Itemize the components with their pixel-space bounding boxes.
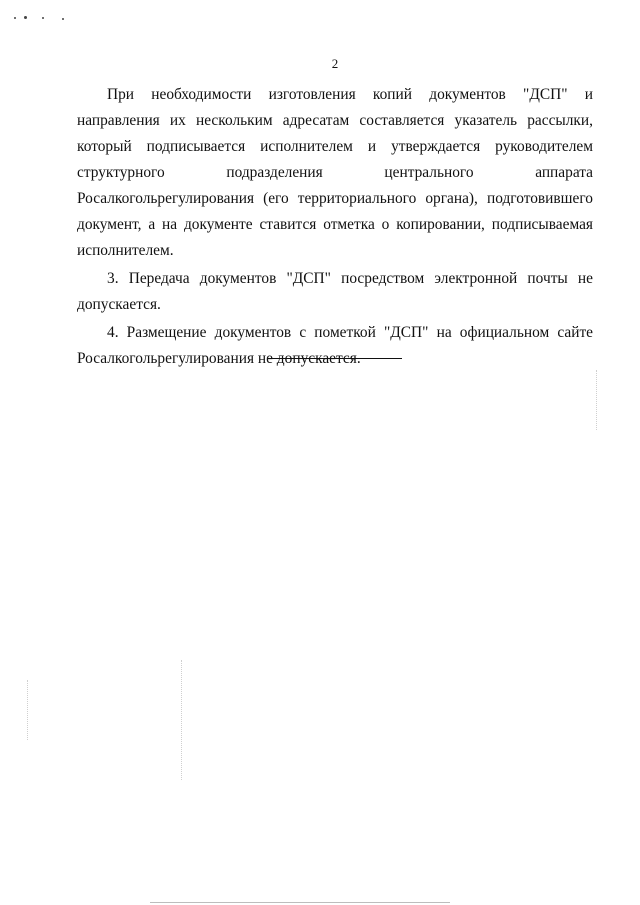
paragraph-item-4: 4. Размещение документов с пометкой "ДСП" на официальном сайте Росалкогольрегулирования не допускается. <box>77 324 593 367</box>
scan-speck <box>24 16 27 19</box>
scan-artifact-line <box>596 370 597 430</box>
document-body <box>77 82 593 374</box>
scan-artifact-line <box>181 660 182 780</box>
paragraph-item-3: 3. Передача документов "ДСП" посредством электронной почты не допускается. <box>77 270 593 313</box>
scan-speck <box>14 17 16 19</box>
scan-speck <box>62 18 64 20</box>
paragraph-copies: При необходимости изготовления копий документов "ДСП" и направления их нескольким адресатам составляется указатель рассылки, который подписывается исполнителем и утверждается руководителем структурного подразделения центрального аппарата Росалкогольрегулирования (его территориального органа), подготовившего документ, а на документе ставится отметка о копировании, подписываемая исполнителем. <box>77 86 593 259</box>
scan-speck <box>42 17 44 19</box>
scan-artifact-line <box>150 902 450 903</box>
scan-artifact-line <box>27 680 28 740</box>
page-number: 2 <box>331 56 339 71</box>
end-divider <box>268 358 402 359</box>
